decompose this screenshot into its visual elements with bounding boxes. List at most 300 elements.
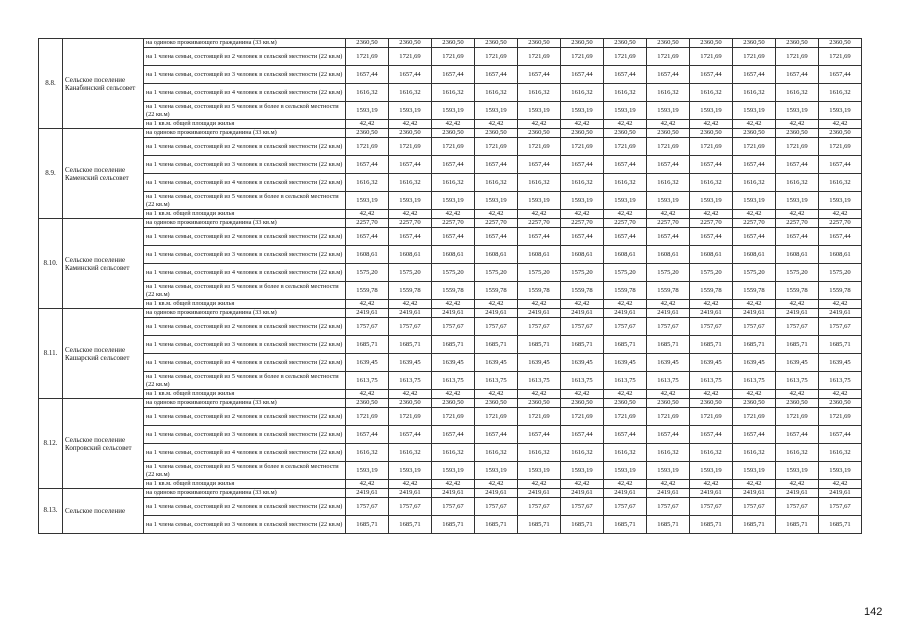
norm-value-cell: 1721,69 [389,138,432,156]
norm-value-cell: 1721,69 [690,138,733,156]
norm-value-cell: 1721,69 [518,138,561,156]
norm-value-cell: 1593,19 [475,192,518,210]
norm-value-cell: 1639,45 [733,354,776,372]
norm-value-cell: 2419,61 [389,489,432,498]
norm-value-cell: 1657,44 [647,426,690,444]
norm-value-cell: 1757,67 [690,498,733,516]
norm-value-cell: 1593,19 [647,102,690,120]
norm-value-cell: 1616,32 [647,84,690,102]
norm-value-cell: 42,42 [604,120,647,129]
table-row [39,228,862,246]
norm-value-cell: 2419,61 [604,489,647,498]
norm-value-cell: 2360,50 [561,399,604,408]
norm-description: на 1 члена семьи, состоящей из 2 человек в сельской местности (22 кв.м) [144,138,346,156]
norm-value-cell: 1559,78 [604,282,647,300]
norm-value-cell: 42,42 [518,390,561,399]
norm-value-cell: 2419,61 [733,309,776,318]
norm-value-cell: 1657,44 [475,66,518,84]
norm-description: на 1 члена семьи, состоящей из 5 человек и более в сельской местности (22 кв.м) [144,192,346,210]
norm-value-cell: 2257,70 [346,219,389,228]
norm-value-cell: 1593,19 [776,192,819,210]
norm-value-cell: 1657,44 [776,66,819,84]
norm-value-cell: 2360,50 [475,399,518,408]
norm-value-cell: 1685,71 [561,516,604,534]
norm-value-cell: 1657,44 [432,156,475,174]
norm-description: на одиноко проживающего гражданина (33 кв.м) [144,39,346,48]
norm-value-cell: 1657,44 [561,426,604,444]
norm-value-cell: 2360,50 [733,39,776,48]
norm-value-cell: 42,42 [690,390,733,399]
norm-value-cell: 2360,50 [432,129,475,138]
table-row [39,390,862,399]
norm-value-cell: 2419,61 [389,309,432,318]
norm-value-cell: 1639,45 [561,354,604,372]
norm-value-cell: 1657,44 [733,426,776,444]
table-row [39,399,862,408]
norms-table-sheet [38,38,862,534]
norm-value-cell: 1657,44 [518,228,561,246]
norm-description: на одиноко проживающего гражданина (33 кв.м) [144,219,346,228]
norm-value-cell: 2419,61 [346,309,389,318]
norm-value-cell: 1721,69 [604,138,647,156]
norm-value-cell: 1616,32 [518,444,561,462]
norm-value-cell: 42,42 [690,300,733,309]
norm-value-cell: 42,42 [776,480,819,489]
norm-description: на 1 члена семьи, состоящей из 3 человек в сельской местности (22 кв.м) [144,336,346,354]
norm-description: на 1 члена семьи, состоящей из 4 человек в сельской местности (22 кв.м) [144,264,346,282]
norm-value-cell: 1608,61 [647,246,690,264]
norm-value-cell: 1616,32 [604,174,647,192]
norm-value-cell: 1639,45 [518,354,561,372]
norm-value-cell: 1657,44 [776,426,819,444]
norm-value-cell: 1616,32 [475,174,518,192]
norm-value-cell: 2419,61 [518,489,561,498]
table-row [39,282,862,300]
norm-value-cell: 1721,69 [733,138,776,156]
norm-value-cell: 42,42 [733,120,776,129]
norm-value-cell: 1657,44 [690,228,733,246]
table-row [39,318,862,336]
norm-description: на 1 кв.м. общей площади жилья [144,390,346,399]
norm-value-cell: 2257,70 [776,219,819,228]
norm-value-cell: 1616,32 [604,84,647,102]
norm-value-cell: 2419,61 [647,309,690,318]
norm-value-cell: 1757,67 [647,498,690,516]
norm-value-cell: 1639,45 [819,354,862,372]
norm-value-cell: 2360,50 [690,39,733,48]
norm-value-cell: 1657,44 [518,426,561,444]
norm-value-cell: 1685,71 [518,516,561,534]
norm-value-cell: 1593,19 [733,462,776,480]
norm-value-cell: 1657,44 [346,228,389,246]
norm-value-cell: 42,42 [819,390,862,399]
norm-value-cell: 1608,61 [561,246,604,264]
norm-value-cell: 42,42 [733,480,776,489]
norm-value-cell: 1721,69 [389,408,432,426]
norm-value-cell: 42,42 [432,390,475,399]
norm-value-cell: 1559,78 [776,282,819,300]
norm-value-cell: 1593,19 [733,192,776,210]
norm-value-cell: 1657,44 [346,426,389,444]
norm-value-cell: 1757,67 [389,318,432,336]
norm-value-cell: 2360,50 [432,399,475,408]
norm-value-cell: 42,42 [346,210,389,219]
norm-value-cell: 2360,50 [819,399,862,408]
norm-value-cell: 42,42 [518,480,561,489]
norm-value-cell: 1721,69 [432,408,475,426]
norm-value-cell: 1593,19 [389,102,432,120]
norm-value-cell: 1593,19 [518,102,561,120]
table-row [39,372,862,390]
norm-value-cell: 1559,78 [346,282,389,300]
norm-value-cell: 1559,78 [518,282,561,300]
norm-value-cell: 42,42 [475,390,518,399]
norm-value-cell: 1613,75 [690,372,733,390]
norm-value-cell: 42,42 [561,390,604,399]
norm-value-cell: 1721,69 [647,408,690,426]
norm-value-cell: 1593,19 [432,462,475,480]
table-row [39,309,862,318]
norm-value-cell: 2419,61 [561,309,604,318]
norm-value-cell: 1721,69 [432,138,475,156]
norm-value-cell: 1613,75 [389,372,432,390]
norm-value-cell: 1757,67 [432,498,475,516]
norm-value-cell: 1757,67 [518,318,561,336]
norm-value-cell: 2419,61 [819,309,862,318]
norm-value-cell: 2360,50 [518,129,561,138]
norm-value-cell: 1721,69 [432,48,475,66]
norm-value-cell: 1559,78 [819,282,862,300]
norm-value-cell: 1721,69 [518,408,561,426]
norm-value-cell: 1721,69 [819,408,862,426]
norm-value-cell: 42,42 [690,480,733,489]
norm-value-cell: 1657,44 [604,66,647,84]
norm-value-cell: 42,42 [819,210,862,219]
norm-value-cell: 2419,61 [518,309,561,318]
norm-value-cell: 1657,44 [776,156,819,174]
norm-value-cell: 42,42 [733,300,776,309]
norm-value-cell: 42,42 [432,120,475,129]
norm-value-cell: 1608,61 [776,246,819,264]
norm-value-cell: 1608,61 [604,246,647,264]
norm-value-cell: 1657,44 [647,228,690,246]
norm-value-cell: 1616,32 [432,444,475,462]
norm-description: на 1 члена семьи, состоящей из 2 человек в сельской местности (22 кв.м) [144,228,346,246]
norm-value-cell: 1657,44 [475,228,518,246]
norm-value-cell: 1613,75 [604,372,647,390]
norm-value-cell: 1657,44 [389,156,432,174]
norm-value-cell: 1757,67 [561,318,604,336]
norm-description: на 1 кв.м. общей площади жилья [144,210,346,219]
norm-value-cell: 1757,67 [432,318,475,336]
norm-value-cell: 2360,50 [346,399,389,408]
norm-value-cell: 2360,50 [690,129,733,138]
norm-value-cell: 2419,61 [819,489,862,498]
norm-value-cell: 1757,67 [604,498,647,516]
norm-value-cell: 1616,32 [647,444,690,462]
norm-value-cell: 1559,78 [475,282,518,300]
norm-value-cell: 1657,44 [604,228,647,246]
norm-value-cell: 1657,44 [518,66,561,84]
norm-value-cell: 1608,61 [690,246,733,264]
norm-value-cell: 1593,19 [604,102,647,120]
norm-value-cell: 1616,32 [733,444,776,462]
norm-value-cell: 1657,44 [346,156,389,174]
table-row [39,66,862,84]
norm-value-cell: 2257,70 [733,219,776,228]
norm-value-cell: 2360,50 [733,129,776,138]
norm-value-cell: 1657,44 [733,156,776,174]
norm-value-cell: 1593,19 [561,462,604,480]
norm-description: на 1 члена семьи, состоящей из 2 человек в сельской местности (22 кв.м) [144,408,346,426]
norm-value-cell: 1685,71 [346,516,389,534]
norm-value-cell: 1613,75 [819,372,862,390]
norm-description: на 1 члена семьи, состоящей из 2 человек в сельской местности (22 кв.м) [144,318,346,336]
norm-value-cell: 1575,20 [561,264,604,282]
norm-value-cell: 1593,19 [346,462,389,480]
norm-value-cell: 1639,45 [475,354,518,372]
norm-value-cell: 1616,32 [647,174,690,192]
norm-value-cell: 1685,71 [432,336,475,354]
norm-value-cell: 1657,44 [819,426,862,444]
norm-value-cell: 1657,44 [604,426,647,444]
norm-value-cell: 2360,50 [389,39,432,48]
norm-value-cell: 2360,50 [819,129,862,138]
norm-value-cell: 42,42 [432,210,475,219]
norm-value-cell: 1721,69 [776,48,819,66]
norm-value-cell: 1616,32 [561,174,604,192]
norm-value-cell: 1575,20 [690,264,733,282]
norm-description: на 1 члена семьи, состоящей из 5 человек и более в сельской местности (22 кв.м) [144,462,346,480]
norm-value-cell: 1721,69 [690,48,733,66]
norm-value-cell: 1559,78 [690,282,733,300]
table-row [39,210,862,219]
norm-value-cell: 1721,69 [604,408,647,426]
norm-value-cell: 2360,50 [604,129,647,138]
settlement-code: 8.11. [39,309,63,399]
norm-value-cell: 42,42 [475,210,518,219]
norm-value-cell: 1685,71 [475,516,518,534]
norm-value-cell: 42,42 [647,480,690,489]
norm-description: на 1 члена семьи, состоящей из 5 человек и более в сельской местности (22 кв.м) [144,282,346,300]
norm-value-cell: 1657,44 [819,66,862,84]
table-row [39,426,862,444]
norm-value-cell: 1757,67 [561,498,604,516]
norm-value-cell: 1608,61 [733,246,776,264]
norm-value-cell: 1721,69 [518,48,561,66]
norm-value-cell: 1593,19 [690,102,733,120]
norm-value-cell: 1616,32 [389,444,432,462]
norm-value-cell: 1657,44 [432,426,475,444]
norm-value-cell: 42,42 [733,390,776,399]
table-row [39,516,862,534]
norm-value-cell: 42,42 [604,390,647,399]
norm-value-cell: 1616,32 [733,84,776,102]
norm-description: на одиноко проживающего гражданина (33 кв.м) [144,489,346,498]
norm-value-cell: 2360,50 [432,39,475,48]
norm-value-cell: 1616,32 [733,174,776,192]
norm-value-cell: 1757,67 [776,318,819,336]
table-row [39,354,862,372]
norm-value-cell: 1616,32 [690,174,733,192]
norm-value-cell: 1657,44 [819,228,862,246]
norm-value-cell: 42,42 [819,480,862,489]
norm-value-cell: 2419,61 [776,309,819,318]
norm-value-cell: 1616,32 [690,444,733,462]
norm-value-cell: 1593,19 [690,192,733,210]
norm-value-cell: 1685,71 [690,516,733,534]
norm-value-cell: 42,42 [776,210,819,219]
norm-value-cell: 2360,50 [690,399,733,408]
settlement-code: 8.13. [39,489,63,534]
norm-value-cell: 42,42 [346,480,389,489]
norm-value-cell: 1559,78 [647,282,690,300]
norm-value-cell: 1721,69 [346,48,389,66]
norm-value-cell: 2257,70 [518,219,561,228]
norm-value-cell: 1657,44 [690,156,733,174]
norm-value-cell: 1593,19 [604,192,647,210]
norm-value-cell: 1593,19 [819,102,862,120]
norm-value-cell: 1657,44 [647,156,690,174]
norm-value-cell: 1685,71 [432,516,475,534]
norm-value-cell: 1593,19 [561,102,604,120]
norm-value-cell: 42,42 [561,120,604,129]
norm-value-cell: 1685,71 [690,336,733,354]
norm-value-cell: 2419,61 [432,489,475,498]
norm-value-cell: 1593,19 [346,192,389,210]
norm-value-cell: 1575,20 [647,264,690,282]
norm-value-cell: 2257,70 [561,219,604,228]
norm-value-cell: 42,42 [776,120,819,129]
norm-value-cell: 1657,44 [389,228,432,246]
norm-value-cell: 42,42 [604,210,647,219]
table-row [39,408,862,426]
norm-value-cell: 1616,32 [561,84,604,102]
norm-value-cell: 1721,69 [346,138,389,156]
norm-value-cell: 1616,32 [475,444,518,462]
table-row [39,120,862,129]
norm-description: на одиноко проживающего гражданина (33 кв.м) [144,399,346,408]
norm-value-cell: 2419,61 [432,309,475,318]
norm-value-cell: 1593,19 [647,462,690,480]
norm-value-cell: 1721,69 [604,48,647,66]
norm-value-cell: 2360,50 [346,129,389,138]
norm-value-cell: 1685,71 [389,336,432,354]
norm-value-cell: 1721,69 [561,408,604,426]
norm-value-cell: 2360,50 [475,129,518,138]
norm-value-cell: 1559,78 [733,282,776,300]
norm-value-cell: 42,42 [389,210,432,219]
norm-value-cell: 2360,50 [776,399,819,408]
norm-value-cell: 2360,50 [647,39,690,48]
norm-value-cell: 1721,69 [475,48,518,66]
norm-value-cell: 1657,44 [733,66,776,84]
table-row [39,480,862,489]
norm-value-cell: 1657,44 [690,426,733,444]
table-row [39,462,862,480]
norm-value-cell: 2360,50 [819,39,862,48]
norm-description: на 1 члена семьи, состоящей из 4 человек в сельской местности (22 кв.м) [144,174,346,192]
norm-value-cell: 1616,32 [819,84,862,102]
settlement-code: 8.12. [39,399,63,489]
norm-value-cell: 1616,32 [518,84,561,102]
settlement-name: Сельское поселение Каминский сельсовет [63,219,144,309]
norm-value-cell: 1593,19 [518,462,561,480]
norm-value-cell: 1608,61 [432,246,475,264]
norm-value-cell: 2419,61 [475,309,518,318]
norm-value-cell: 2360,50 [733,399,776,408]
norm-description: на 1 члена семьи, состоящей из 4 человек в сельской местности (22 кв.м) [144,444,346,462]
table-row [39,264,862,282]
table-row [39,192,862,210]
table-row [39,102,862,120]
norm-value-cell: 1685,71 [604,516,647,534]
norm-value-cell: 1575,20 [776,264,819,282]
norm-value-cell: 1639,45 [647,354,690,372]
norm-value-cell: 1721,69 [776,138,819,156]
norm-value-cell: 1608,61 [518,246,561,264]
table-row [39,444,862,462]
norm-value-cell: 1685,71 [776,516,819,534]
norm-value-cell: 1639,45 [432,354,475,372]
norm-value-cell: 42,42 [776,390,819,399]
norm-value-cell: 42,42 [518,210,561,219]
norm-value-cell: 1657,44 [518,156,561,174]
norm-value-cell: 2419,61 [776,489,819,498]
norm-value-cell: 1721,69 [475,138,518,156]
norm-value-cell: 1657,44 [647,66,690,84]
norm-value-cell: 1559,78 [561,282,604,300]
norm-value-cell: 2419,61 [690,489,733,498]
norm-value-cell: 1613,75 [475,372,518,390]
norm-value-cell: 1721,69 [561,48,604,66]
norm-value-cell: 1616,32 [432,84,475,102]
norm-value-cell: 1593,19 [776,462,819,480]
norm-value-cell: 2419,61 [561,489,604,498]
norm-description: на 1 члена семьи, состоящей из 4 человек в сельской местности (22 кв.м) [144,354,346,372]
norm-value-cell: 1639,45 [604,354,647,372]
norm-value-cell: 1685,71 [604,336,647,354]
norm-value-cell: 42,42 [346,120,389,129]
norm-value-cell: 2360,50 [389,129,432,138]
norm-description: на одиноко проживающего гражданина (33 кв.м) [144,309,346,318]
norm-value-cell: 1616,32 [475,84,518,102]
norm-value-cell: 1616,32 [346,84,389,102]
norm-value-cell: 2360,50 [389,399,432,408]
norm-value-cell: 1685,71 [733,336,776,354]
norm-value-cell: 42,42 [518,300,561,309]
norm-value-cell: 42,42 [561,210,604,219]
norm-value-cell: 1657,44 [690,66,733,84]
norm-value-cell: 1639,45 [346,354,389,372]
norm-description: на 1 члена семьи, состоящей из 4 человек в сельской местности (22 кв.м) [144,84,346,102]
norm-value-cell: 2419,61 [346,489,389,498]
norm-value-cell: 1757,67 [819,498,862,516]
norm-value-cell: 42,42 [604,480,647,489]
norm-value-cell: 42,42 [432,300,475,309]
norm-value-cell: 1593,19 [561,192,604,210]
housing-cost-table [38,38,862,534]
norm-description: на 1 члена семьи, состоящей из 5 человек и более в сельской местности (22 кв.м) [144,102,346,120]
norm-value-cell: 1657,44 [776,228,819,246]
norm-description: на 1 кв.м. общей площади жилья [144,300,346,309]
norm-value-cell: 1616,32 [346,174,389,192]
norm-value-cell: 1559,78 [432,282,475,300]
norm-value-cell: 1613,75 [518,372,561,390]
norm-value-cell: 2360,50 [776,39,819,48]
norm-value-cell: 1721,69 [475,408,518,426]
norm-value-cell: 42,42 [819,120,862,129]
